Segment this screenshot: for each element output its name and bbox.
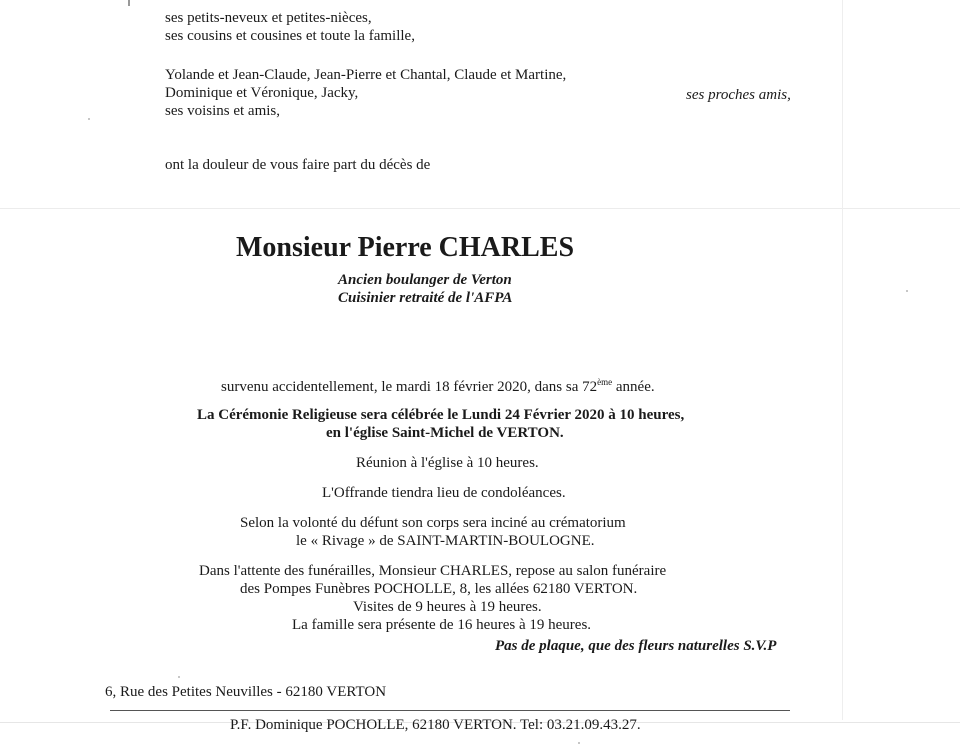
friends-line-1: Yolande et Jean-Claude, Jean-Pierre et Chantal, Claude et Martine, — [165, 67, 567, 83]
ceremony-line-1: La Cérémonie Religieuse sera célébrée le Lundi 24 Février 2020 à 10 heures, — [197, 407, 685, 423]
family-address: 6, Rue des Petites Neuvilles - 62180 VERTON — [105, 684, 387, 700]
flowers-note: Pas de plaque, que des fleurs naturelles S.V.P — [495, 638, 777, 654]
family-line-2: ses cousins et cousines et toute la famille, — [165, 28, 415, 44]
cremation-line-1: Selon la volonté du défunt son corps sera inciné au crématorium — [240, 515, 626, 531]
friends-line-2: Dominique et Véronique, Jacky, — [165, 85, 359, 101]
scan-mark — [128, 0, 130, 6]
cremation-line-2: le « Rivage » de SAINT-MARTIN-BOULOGNE. — [296, 533, 595, 549]
family-present: La famille sera présente de 16 heures à 19 heures. — [292, 617, 592, 633]
funeral-line-2: des Pompes Funèbres POCHOLLE, 8, les allées 62180 VERTON. — [240, 581, 638, 597]
friends-line-3: ses voisins et amis, — [165, 103, 280, 119]
scan-speck — [578, 742, 580, 744]
announcement: ont la douleur de vous faire part du décès de — [165, 157, 431, 173]
close-friends: ses proches amis, — [686, 87, 791, 103]
scan-speck — [178, 676, 180, 678]
funeral-line-1: Dans l'attente des funérailles, Monsieur CHARLES, repose au salon funéraire — [199, 563, 667, 579]
scan-speck — [906, 290, 908, 292]
funeral-home-footer: P.F. Dominique POCHOLLE, 62180 VERTON. Tel: 03.21.09.43.27. — [230, 717, 641, 733]
visits: Visites de 9 heures à 19 heures. — [353, 599, 542, 615]
paper-edge — [842, 0, 843, 720]
ceremony-line-2: en l'église Saint-Michel de VERTON. — [326, 425, 564, 441]
deceased-name: Monsieur Pierre CHARLES — [236, 232, 575, 263]
scan-speck — [88, 118, 90, 120]
footer-divider — [110, 710, 790, 711]
death-date: survenu accidentellement, le mardi 18 février 2020, dans sa 72ème année. — [221, 377, 655, 395]
deceased-title-2: Cuisinier retraité de l'AFPA — [338, 290, 513, 306]
deceased-title-1: Ancien boulanger de Verton — [338, 272, 512, 288]
offering: L'Offrande tiendra lieu de condoléances. — [322, 485, 566, 501]
meeting: Réunion à l'église à 10 heures. — [356, 455, 539, 471]
family-line-1: ses petits-neveux et petites-nièces, — [165, 10, 372, 26]
fold-line — [0, 208, 960, 209]
